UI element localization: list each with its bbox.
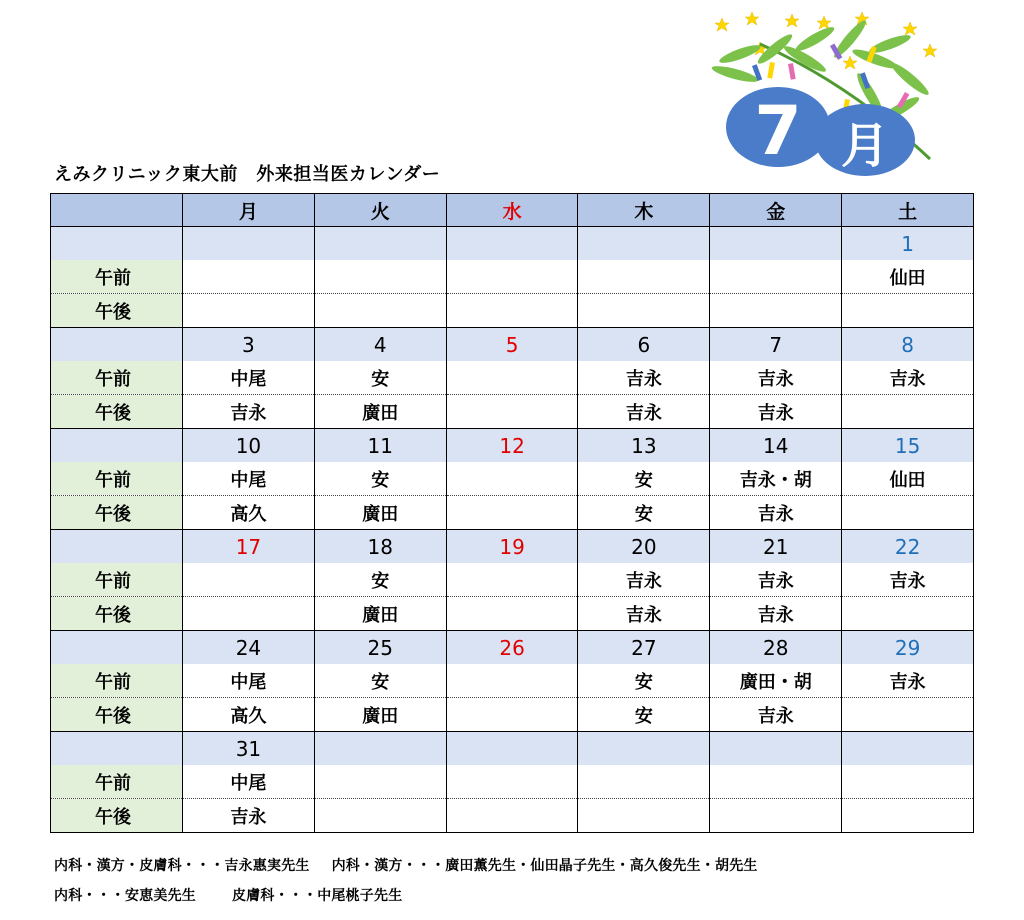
date-cell: 13 bbox=[578, 429, 710, 463]
pm-doctor-cell: 吉永 bbox=[578, 597, 710, 631]
date-row-label bbox=[51, 530, 183, 564]
pm-doctor-cell bbox=[183, 294, 315, 328]
pm-doctor-cell bbox=[446, 698, 578, 732]
footer-doctor-info: 皮膚科・・・中尾桃子先生 bbox=[232, 888, 403, 904]
week-4-pm-row bbox=[51, 597, 974, 631]
am-label: 午前 bbox=[51, 765, 183, 799]
am-doctor-cell: 吉永 bbox=[842, 563, 974, 597]
am-doctor-cell bbox=[446, 361, 578, 395]
footer-doctor-info: 内科・・・安恵美先生 bbox=[54, 888, 196, 904]
am-doctor-cell: 安 bbox=[578, 664, 710, 698]
pm-doctor-cell: 吉永 bbox=[710, 395, 842, 429]
am-doctor-cell: 廣田・胡 bbox=[710, 664, 842, 698]
pm-doctor-cell: 安 bbox=[578, 496, 710, 530]
am-doctor-cell: 中尾 bbox=[183, 361, 315, 395]
pm-doctor-cell: 廣田 bbox=[314, 496, 446, 530]
am-doctor-cell: 吉永 bbox=[710, 563, 842, 597]
am-doctor-cell bbox=[446, 462, 578, 496]
week-4-dates-row bbox=[51, 530, 974, 564]
pm-doctor-cell bbox=[842, 698, 974, 732]
date-cell bbox=[183, 227, 315, 261]
am-label: 午前 bbox=[51, 664, 183, 698]
pm-doctor-cell bbox=[183, 597, 315, 631]
am-doctor-cell bbox=[314, 765, 446, 799]
date-cell: 29 bbox=[842, 631, 974, 665]
pm-label: 午後 bbox=[51, 799, 183, 833]
week-6-am-row bbox=[51, 765, 974, 799]
week-5-dates-row bbox=[51, 631, 974, 665]
am-doctor-cell: 安 bbox=[314, 462, 446, 496]
pm-doctor-cell: 吉永 bbox=[183, 799, 315, 833]
date-row-label bbox=[51, 429, 183, 463]
date-cell: 17 bbox=[183, 530, 315, 564]
weekday-mon: 月 bbox=[183, 194, 315, 227]
am-doctor-cell: 中尾 bbox=[183, 462, 315, 496]
week-2-am-row bbox=[51, 361, 974, 395]
am-doctor-cell: 吉永 bbox=[710, 361, 842, 395]
am-doctor-cell bbox=[710, 765, 842, 799]
pm-doctor-cell bbox=[842, 799, 974, 833]
footer-doctor-info: 内科・漢方・皮膚科・・・吉永惠実先生 bbox=[54, 858, 310, 874]
am-label: 午前 bbox=[51, 361, 183, 395]
date-cell: 26 bbox=[446, 631, 578, 665]
week-1-am-row bbox=[51, 260, 974, 294]
pm-doctor-cell bbox=[446, 294, 578, 328]
am-label: 午前 bbox=[51, 563, 183, 597]
am-doctor-cell bbox=[446, 765, 578, 799]
am-doctor-cell: 吉永・胡 bbox=[710, 462, 842, 496]
date-cell: 27 bbox=[578, 631, 710, 665]
am-doctor-cell bbox=[183, 563, 315, 597]
am-label: 午前 bbox=[51, 260, 183, 294]
pm-doctor-cell: 安 bbox=[578, 698, 710, 732]
am-doctor-cell: 中尾 bbox=[183, 765, 315, 799]
am-doctor-cell: 中尾 bbox=[183, 664, 315, 698]
pm-doctor-cell bbox=[314, 799, 446, 833]
doctor-calendar-table bbox=[50, 193, 974, 833]
date-cell bbox=[578, 227, 710, 261]
am-doctor-cell bbox=[446, 260, 578, 294]
pm-doctor-cell bbox=[446, 395, 578, 429]
pm-label: 午後 bbox=[51, 597, 183, 631]
weekday-thu: 木 bbox=[578, 194, 710, 227]
date-cell: 5 bbox=[446, 328, 578, 362]
date-cell: 10 bbox=[183, 429, 315, 463]
month-number: 7 bbox=[754, 92, 802, 171]
am-doctor-cell: 吉永 bbox=[842, 664, 974, 698]
pm-doctor-cell bbox=[842, 597, 974, 631]
date-row-label bbox=[51, 328, 183, 362]
week-3-am-row bbox=[51, 462, 974, 496]
pm-doctor-cell: 吉永 bbox=[710, 597, 842, 631]
pm-doctor-cell: 吉永 bbox=[183, 395, 315, 429]
date-cell bbox=[314, 227, 446, 261]
weekday-sat: 土 bbox=[842, 194, 974, 227]
date-cell: 11 bbox=[314, 429, 446, 463]
date-cell: 12 bbox=[446, 429, 578, 463]
date-cell bbox=[710, 227, 842, 261]
am-doctor-cell bbox=[446, 664, 578, 698]
am-doctor-cell: 安 bbox=[314, 361, 446, 395]
am-doctor-cell bbox=[578, 260, 710, 294]
pm-doctor-cell bbox=[578, 294, 710, 328]
pm-doctor-cell: 廣田 bbox=[314, 698, 446, 732]
pm-doctor-cell: 高久 bbox=[183, 698, 315, 732]
date-cell: 8 bbox=[842, 328, 974, 362]
pm-doctor-cell: 廣田 bbox=[314, 597, 446, 631]
week-1-dates-row bbox=[51, 227, 974, 261]
date-cell: 19 bbox=[446, 530, 578, 564]
date-cell bbox=[842, 732, 974, 766]
footer-line-1 bbox=[54, 855, 758, 875]
week-3-dates-row bbox=[51, 429, 974, 463]
pm-doctor-cell bbox=[446, 496, 578, 530]
weekday-tue: 火 bbox=[314, 194, 446, 227]
date-cell bbox=[710, 732, 842, 766]
am-doctor-cell: 吉永 bbox=[842, 361, 974, 395]
week-6-dates-row bbox=[51, 732, 974, 766]
date-row-label bbox=[51, 732, 183, 766]
am-doctor-cell: 安 bbox=[314, 563, 446, 597]
pm-label: 午後 bbox=[51, 496, 183, 530]
date-cell: 7 bbox=[710, 328, 842, 362]
footer-doctor-info: 内科・漢方・・・廣田薫先生・仙田晶子先生・高久俊先生・胡先生 bbox=[331, 858, 758, 874]
page-title: えみクリニック東大前 外来担当医カレンダー bbox=[54, 164, 441, 185]
date-cell: 25 bbox=[314, 631, 446, 665]
pm-label: 午後 bbox=[51, 294, 183, 328]
date-cell: 3 bbox=[183, 328, 315, 362]
week-5-pm-row bbox=[51, 698, 974, 732]
tanabata-month-badge bbox=[700, 4, 950, 179]
week-2-dates-row bbox=[51, 328, 974, 362]
pm-doctor-cell bbox=[842, 496, 974, 530]
header-corner bbox=[51, 194, 183, 227]
pm-doctor-cell: 吉永 bbox=[710, 496, 842, 530]
am-doctor-cell bbox=[183, 260, 315, 294]
am-doctor-cell: 安 bbox=[578, 462, 710, 496]
pm-doctor-cell bbox=[314, 294, 446, 328]
date-cell: 15 bbox=[842, 429, 974, 463]
am-doctor-cell: 仙田 bbox=[842, 462, 974, 496]
footer-line-2 bbox=[54, 885, 402, 905]
date-cell bbox=[314, 732, 446, 766]
am-doctor-cell: 吉永 bbox=[578, 361, 710, 395]
am-doctor-cell bbox=[578, 765, 710, 799]
date-cell: 21 bbox=[710, 530, 842, 564]
pm-doctor-cell bbox=[710, 294, 842, 328]
date-cell: 4 bbox=[314, 328, 446, 362]
am-label: 午前 bbox=[51, 462, 183, 496]
pm-doctor-cell bbox=[578, 799, 710, 833]
am-doctor-cell: 仙田 bbox=[842, 260, 974, 294]
date-cell: 1 bbox=[842, 227, 974, 261]
pm-doctor-cell: 吉永 bbox=[578, 395, 710, 429]
date-cell: 18 bbox=[314, 530, 446, 564]
date-cell bbox=[446, 732, 578, 766]
date-row-label bbox=[51, 227, 183, 261]
week-2-pm-row bbox=[51, 395, 974, 429]
weekday-header-row bbox=[51, 194, 974, 227]
am-doctor-cell bbox=[446, 563, 578, 597]
week-5-am-row bbox=[51, 664, 974, 698]
weekday-wed: 水 bbox=[446, 194, 578, 227]
month-char: 月 bbox=[840, 118, 890, 174]
date-cell bbox=[446, 227, 578, 261]
week-6-pm-row bbox=[51, 799, 974, 833]
date-cell: 31 bbox=[183, 732, 315, 766]
pm-doctor-cell bbox=[446, 597, 578, 631]
am-doctor-cell bbox=[710, 260, 842, 294]
pm-label: 午後 bbox=[51, 395, 183, 429]
calendar-body bbox=[51, 227, 974, 833]
am-doctor-cell bbox=[842, 765, 974, 799]
date-cell: 6 bbox=[578, 328, 710, 362]
pm-doctor-cell bbox=[446, 799, 578, 833]
am-doctor-cell bbox=[314, 260, 446, 294]
am-doctor-cell: 安 bbox=[314, 664, 446, 698]
pm-doctor-cell: 高久 bbox=[183, 496, 315, 530]
pm-doctor-cell bbox=[842, 395, 974, 429]
week-4-am-row bbox=[51, 563, 974, 597]
pm-doctor-cell bbox=[842, 294, 974, 328]
date-cell: 22 bbox=[842, 530, 974, 564]
weekday-fri: 金 bbox=[710, 194, 842, 227]
am-doctor-cell: 吉永 bbox=[578, 563, 710, 597]
date-cell: 14 bbox=[710, 429, 842, 463]
week-1-pm-row bbox=[51, 294, 974, 328]
date-cell: 24 bbox=[183, 631, 315, 665]
pm-doctor-cell: 吉永 bbox=[710, 698, 842, 732]
week-3-pm-row bbox=[51, 496, 974, 530]
pm-doctor-cell bbox=[710, 799, 842, 833]
date-cell bbox=[578, 732, 710, 766]
pm-doctor-cell: 廣田 bbox=[314, 395, 446, 429]
pm-label: 午後 bbox=[51, 698, 183, 732]
date-cell: 28 bbox=[710, 631, 842, 665]
date-cell: 20 bbox=[578, 530, 710, 564]
date-row-label bbox=[51, 631, 183, 665]
